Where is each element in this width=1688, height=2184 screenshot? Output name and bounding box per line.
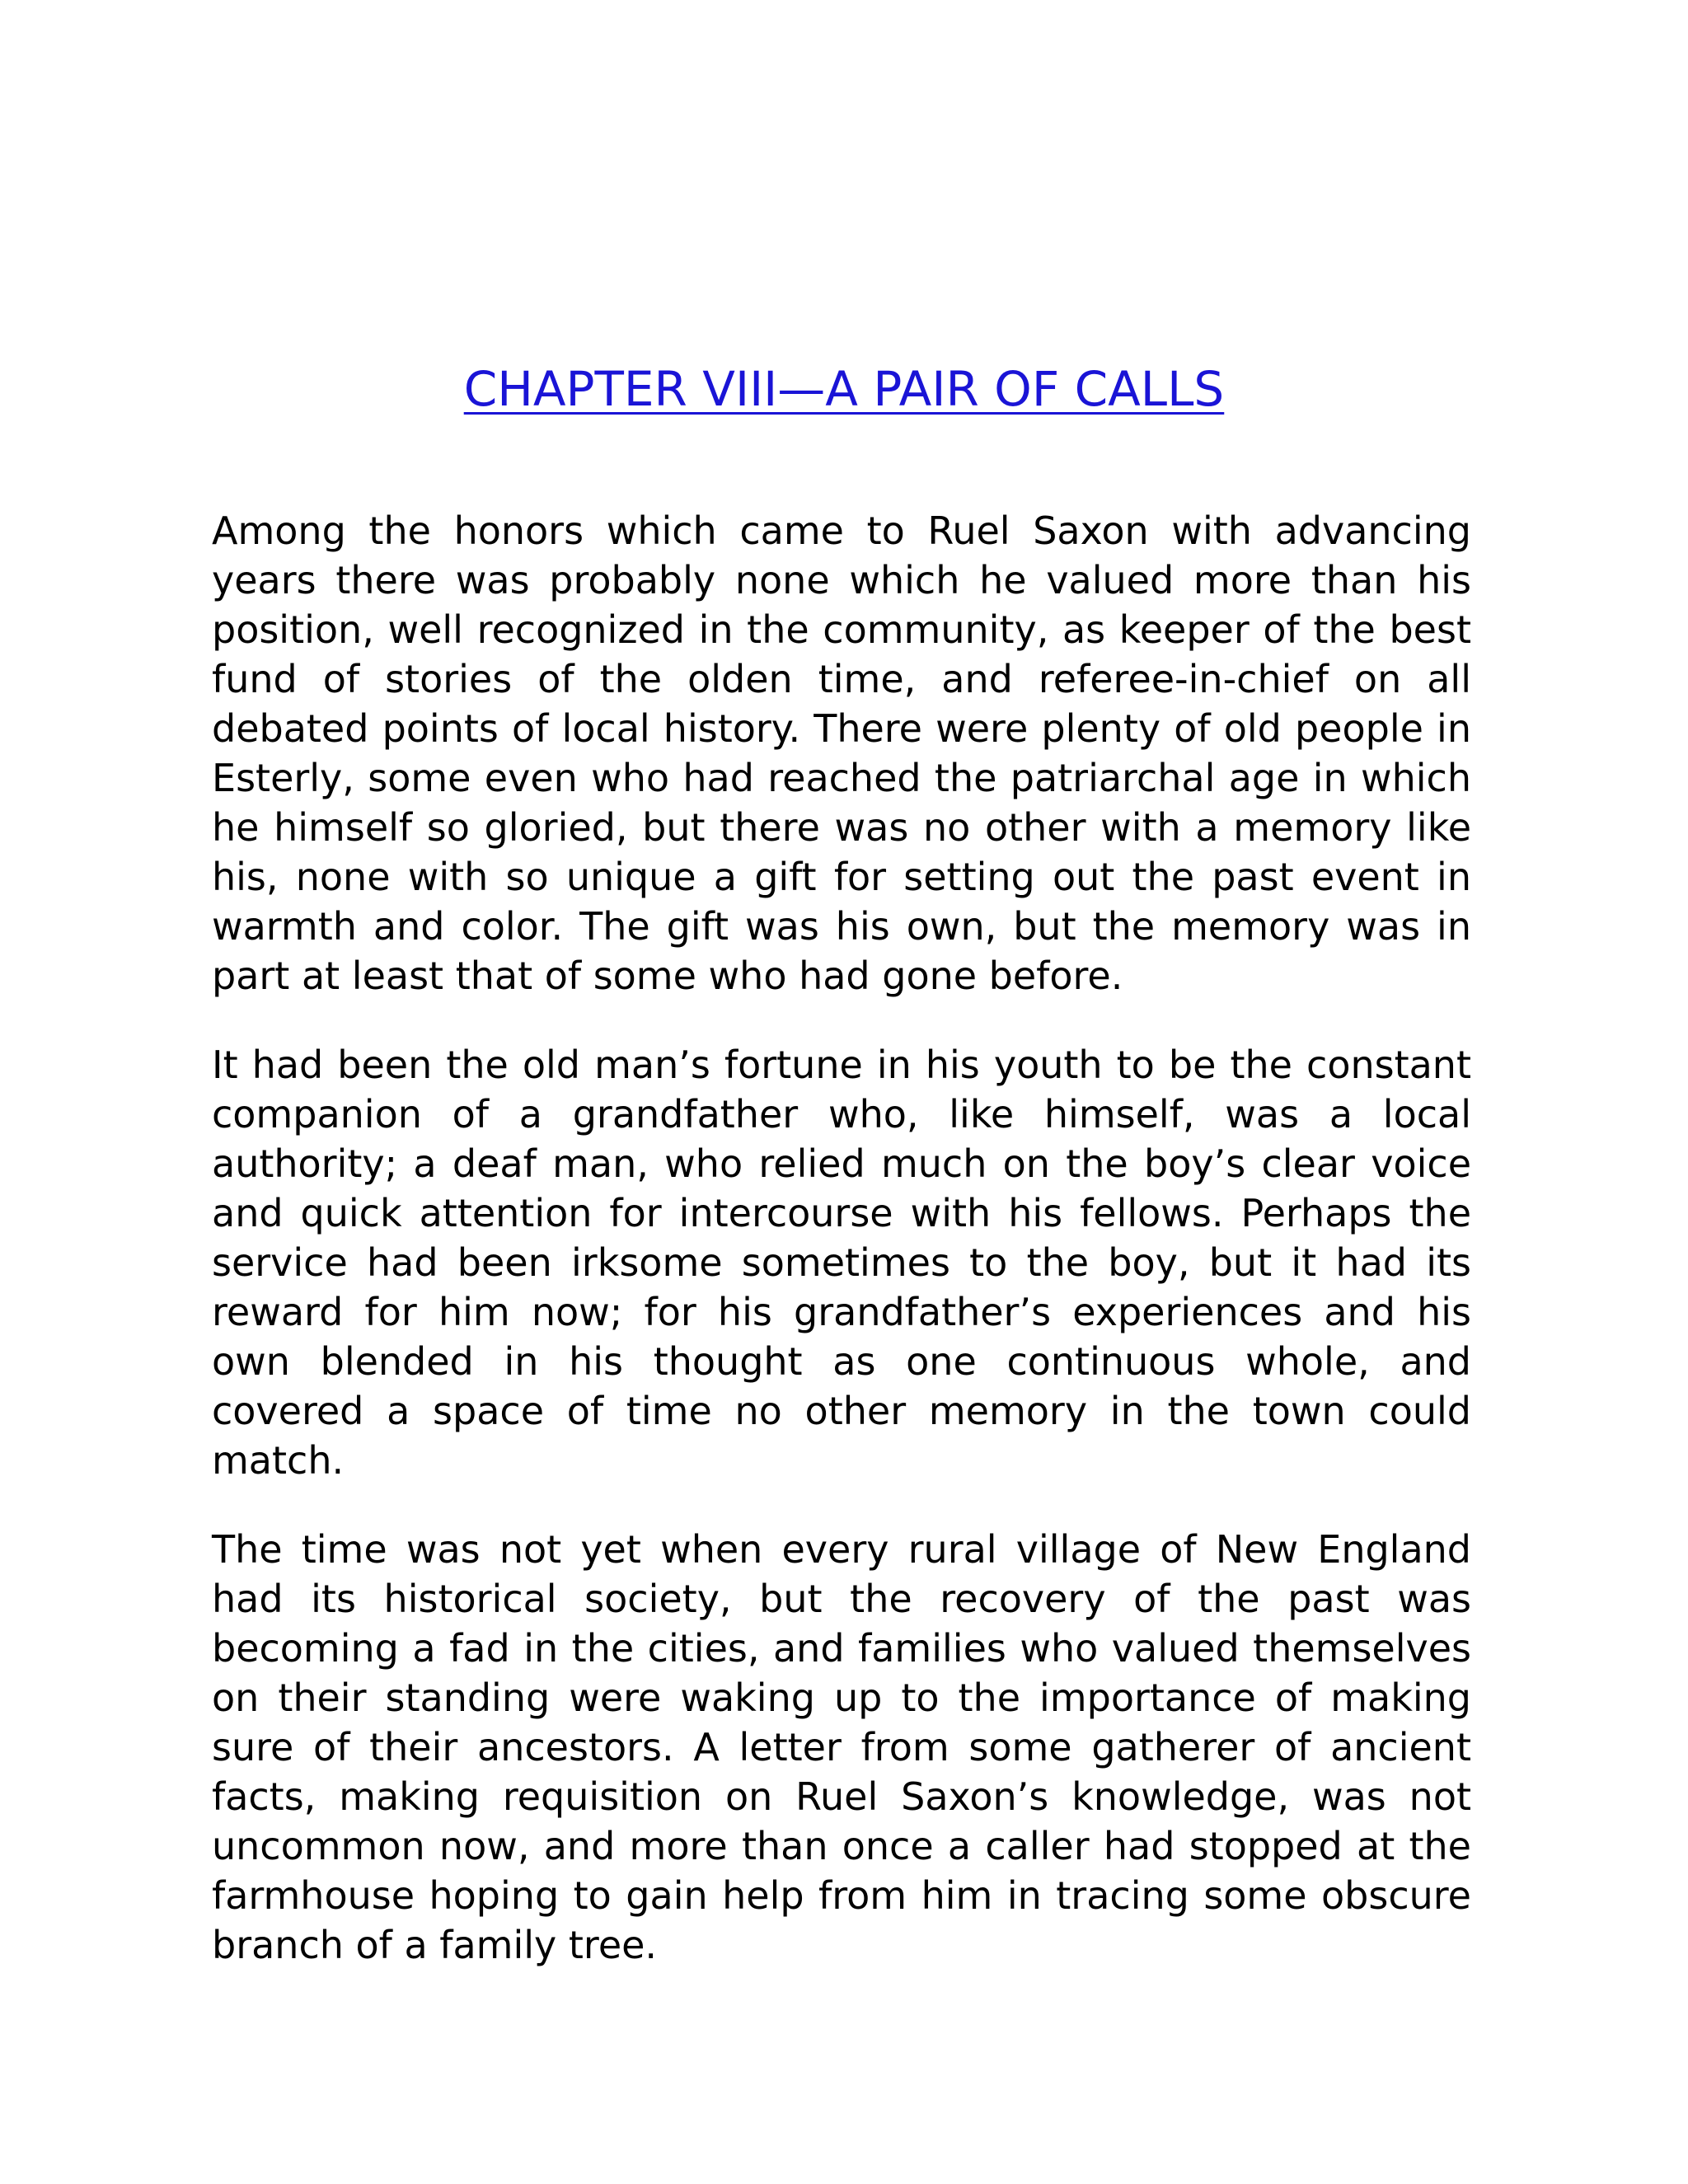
paragraph: The time was not yet when every rural village of New England had its historical society, but the recovery of the past was becoming a fad in the cities, and families who valued themselves on their standing were waking up to the importance of making sure of their ancestors. A letter from some gatherer of ancient facts, making requisition on Ruel Saxon’s knowledge, was not uncommon now, and more than once a caller had stopped at the farmhouse hoping to gain help from him in tracing some obscure branch of a family tree. [212, 1527, 1471, 1967]
paragraph: Among the honors which came to Ruel Saxon with advancing years there was probably none which he valued more than his position, well recognized in the community, as keeper of the best fund of stories of the olden time, and referee-in-chief on all debated points of local history. There were plenty of old people in Esterly, some even who had reached the patriarchal age in which he himself so gloried, but there was no other with a memory like his, none with so unique a gift for setting out the past event in warmth and color. The gift was his own, but the memory was in part at least that of some who had gone before. [212, 509, 1471, 998]
chapter-title-link[interactable]: CHAPTER VIII—A PAIR OF CALLS [463, 361, 1225, 417]
chapter-body [212, 506, 1471, 2009]
paragraph: It had been the old man’s fortune in his youth to be the constant companion of a grandfather who, like himself, was a local authority; a deaf man, who relied much on the boy’s clear voice and quick attention for intercourse with his fellows. Perhaps the service had been irksome sometimes to the boy, but it had its reward for him now; for his grandfather’s experiences and his own blended in his thought as one continuous whole, and covered a space of time no other memory in the town could match. [212, 1043, 1471, 1483]
chapter-heading [0, 356, 1688, 422]
